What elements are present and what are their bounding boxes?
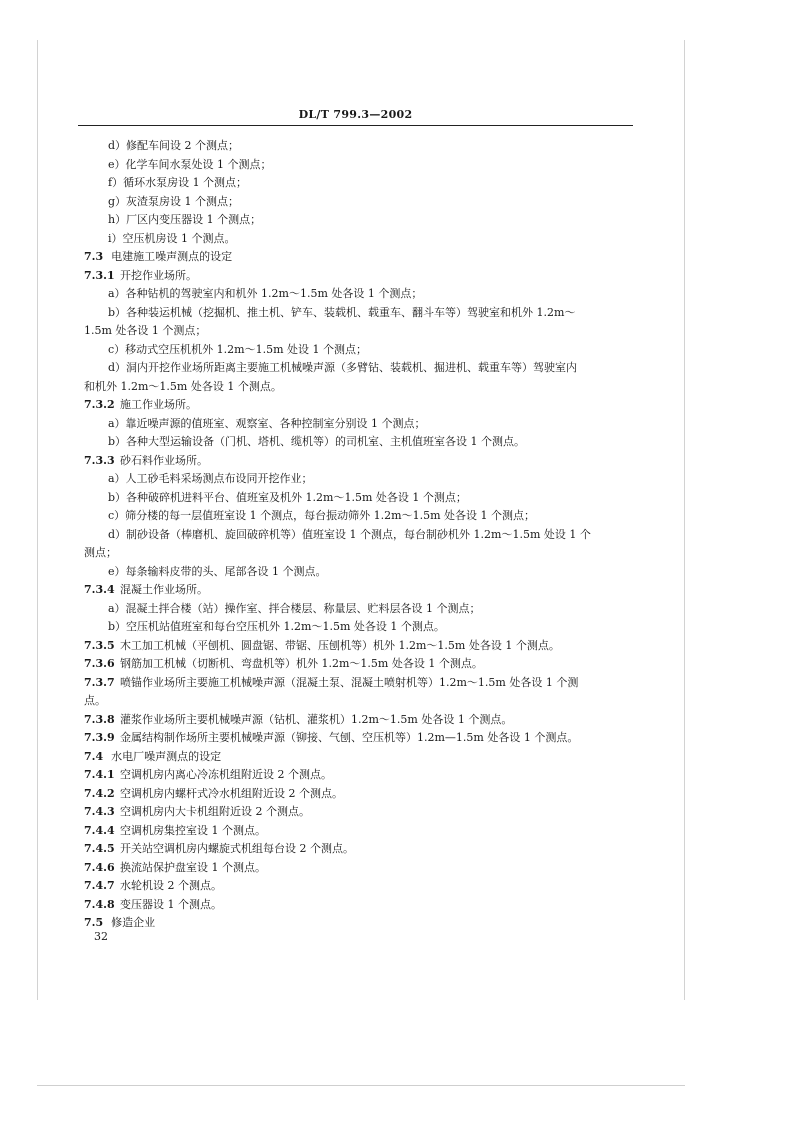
list-item xyxy=(84,489,635,508)
clause-number: 7.5 xyxy=(84,916,104,929)
clause-text: h）厂区内变压器设 1 个测点； xyxy=(108,213,262,226)
clause-line xyxy=(84,859,635,878)
list-item xyxy=(84,359,635,378)
header-divider xyxy=(78,125,633,126)
clause-line xyxy=(84,803,635,822)
clause-line xyxy=(84,396,635,415)
clause-number: 7.4.8 xyxy=(84,897,115,911)
clause-line xyxy=(84,766,635,785)
clause-number: 7.4.2 xyxy=(84,786,115,800)
clause-number: 7.4 xyxy=(84,749,104,763)
clause-text: e）化学车间水泵处设 1 个测点； xyxy=(108,157,272,171)
clause-text: 换流站保护盘室设 1 个测点。 xyxy=(120,860,266,874)
clause-text: 砂石料作业场所。 xyxy=(120,453,208,467)
clause-text: a）人工砂毛料采场测点布设同开挖作业； xyxy=(108,472,313,485)
clause-line xyxy=(84,822,635,841)
list-item xyxy=(84,304,635,323)
clause-number: 7.3.6 xyxy=(84,657,115,670)
clause-text: 木工加工机械（平刨机、圆盘锯、带锯、压刨机等）机外 1.2m～1.5m 处各设 1 个测点。 xyxy=(120,638,560,652)
clause-text: 水电厂噪声测点的设定 xyxy=(111,749,222,763)
clause-text: f）循环水泵房设 1 个测点； xyxy=(108,176,248,189)
clause-text: 喷锚作业场所主要施工机械噪声源（混凝土泵、混凝土喷射机等）1.2m～1.5m 处各设 1 个测 xyxy=(120,675,579,689)
list-item xyxy=(84,618,635,637)
list-item xyxy=(84,137,635,156)
clause-text: 电建施工噪声测点的设定 xyxy=(111,250,233,263)
clause-text: 1.5m 处各设 1 个测点； xyxy=(84,324,207,337)
page-border-left xyxy=(37,40,38,1000)
clause-line xyxy=(84,914,635,933)
clause-number: 7.4.6 xyxy=(84,860,115,874)
document-body xyxy=(84,137,635,933)
clause-number: 7.4.7 xyxy=(84,879,115,892)
clause-text: 空调机房内螺杆式冷水机组附近设 2 个测点。 xyxy=(120,786,343,800)
clause-text: b）各种装运机械（挖掘机、推土机、铲车、装载机、载重车、翻斗车等）驾驶室和机外 1.2m～ xyxy=(108,305,576,319)
list-item xyxy=(84,526,635,545)
clause-number: 7.4.3 xyxy=(84,805,115,818)
list-item xyxy=(84,156,635,175)
clause-text: 测点； xyxy=(84,546,117,559)
clause-text: 空调机房内大卡机组附近设 2 个测点。 xyxy=(120,805,310,818)
clause-number: 7.3.2 xyxy=(84,398,115,411)
clause-line xyxy=(84,637,635,656)
list-item xyxy=(84,692,635,711)
clause-text: 施工作业场所。 xyxy=(120,398,197,411)
list-item xyxy=(84,341,635,360)
list-item xyxy=(84,563,635,582)
clause-text: 修造企业 xyxy=(111,916,156,929)
clause-text: 钢筋加工机械（切断机、弯盘机等）机外 1.2m～1.5m 处各设 1 个测点。 xyxy=(120,657,483,670)
clause-number: 7.3.5 xyxy=(84,638,115,652)
clause-text: d）洞内开挖作业场所距离主要施工机械噪声源（多臂钻、装载机、掘进机、载重车等）驾驶室内 xyxy=(108,361,578,374)
clause-text: 金属结构制作场所主要机械噪声源（铆接、气刨、空压机等）1.2m—1.5m 处各设 1 个测点。 xyxy=(120,731,579,744)
clause-text: g）灰渣泵房设 1 个测点； xyxy=(108,194,240,208)
clause-line xyxy=(84,729,635,748)
clause-line xyxy=(84,452,635,471)
clause-number: 7.4.4 xyxy=(84,823,115,837)
clause-text: b）空压机站值班室和每台空压机外 1.2m～1.5m 处各设 1 个测点。 xyxy=(108,620,445,633)
clause-number: 7.3.3 xyxy=(84,453,115,467)
clause-line xyxy=(84,711,635,730)
list-item xyxy=(84,230,635,249)
clause-text: a）各种钻机的驾驶室内和机外 1.2m～1.5m 处各设 1 个测点； xyxy=(108,287,423,300)
list-item xyxy=(84,211,635,230)
clause-line xyxy=(84,267,635,286)
clause-text: b）各种大型运输设备（门机、塔机、缆机等）的司机室、主机值班室各设 1 个测点。 xyxy=(108,435,526,448)
list-item xyxy=(84,322,635,341)
clause-number: 7.4.5 xyxy=(84,842,115,855)
clause-line xyxy=(84,896,635,915)
clause-number: 7.3.4 xyxy=(84,583,115,596)
list-item xyxy=(84,174,635,193)
clause-line xyxy=(84,840,635,859)
clause-number: 7.4.1 xyxy=(84,768,115,781)
clause-text: c）移动式空压机机外 1.2m～1.5m 处设 1 个测点； xyxy=(108,342,367,356)
clause-text: 空调机房内离心冷冻机组附近设 2 个测点。 xyxy=(120,768,332,781)
clause-text: 开关站空调机房内螺旋式机组每台设 2 个测点。 xyxy=(120,842,354,855)
clause-line xyxy=(84,655,635,674)
clause-text: 空调机房集控室设 1 个测点。 xyxy=(120,823,266,837)
page-border-right xyxy=(684,40,685,1000)
clause-text: d）制砂设备（棒磨机、旋回破碎机等）值班室设 1 个测点，每台制砂机外 1.2m～1.5m 处设 1 个 xyxy=(108,527,591,541)
list-item xyxy=(84,433,635,452)
clause-text: a）靠近噪声源的值班室、观察室、各种控制室分别设 1 个测点； xyxy=(108,416,426,430)
clause-number: 7.3.9 xyxy=(84,731,115,744)
clause-text: 开挖作业场所。 xyxy=(120,268,197,282)
clause-text: 混凝土作业场所。 xyxy=(120,583,208,596)
list-item xyxy=(84,285,635,304)
clause-line xyxy=(84,581,635,600)
clause-line xyxy=(84,674,635,693)
page-bottom-divider xyxy=(37,1085,685,1086)
list-item xyxy=(84,507,635,526)
clause-text: 和机外 1.2m～1.5m 处各设 1 个测点。 xyxy=(84,379,282,393)
list-item xyxy=(84,544,635,563)
document-header: DL/T 799.3—2002 xyxy=(298,108,413,121)
clause-text: 点。 xyxy=(84,694,106,707)
clause-text: i）空压机房设 1 个测点。 xyxy=(108,231,236,245)
clause-number: 7.3.7 xyxy=(84,675,115,689)
clause-line xyxy=(84,248,635,267)
clause-line xyxy=(84,877,635,896)
clause-text: 水轮机设 2 个测点。 xyxy=(120,879,222,892)
page-number: 32 xyxy=(94,930,108,943)
clause-text: d）修配车间设 2 个测点； xyxy=(108,139,240,152)
clause-text: e）每条输料皮带的头、尾部各设 1 个测点。 xyxy=(108,564,327,578)
clause-number: 7.3 xyxy=(84,250,104,263)
list-item xyxy=(84,193,635,212)
list-item xyxy=(84,600,635,619)
clause-text: 变压器设 1 个测点。 xyxy=(120,897,222,911)
clause-number: 7.3.1 xyxy=(84,268,115,282)
clause-text: b）各种破碎机进料平台、值班室及机外 1.2m～1.5m 处各设 1 个测点； xyxy=(108,490,467,504)
list-item xyxy=(84,378,635,397)
clause-line xyxy=(84,785,635,804)
clause-line xyxy=(84,748,635,767)
clause-text: c）筛分楼的每一层值班室设 1 个测点，每台振动筛外 1.2m～1.5m 处各设 1 个测点； xyxy=(108,509,535,522)
clause-text: 灌浆作业场所主要机械噪声源（钻机、灌浆机）1.2m～1.5m 处各设 1 个测点。 xyxy=(120,712,513,726)
list-item xyxy=(84,415,635,434)
clause-number: 7.3.8 xyxy=(84,712,115,726)
clause-text: a）混凝土拌合楼（站）操作室、拌合楼层、称量层、贮料层各设 1 个测点； xyxy=(108,601,481,615)
list-item xyxy=(84,470,635,489)
